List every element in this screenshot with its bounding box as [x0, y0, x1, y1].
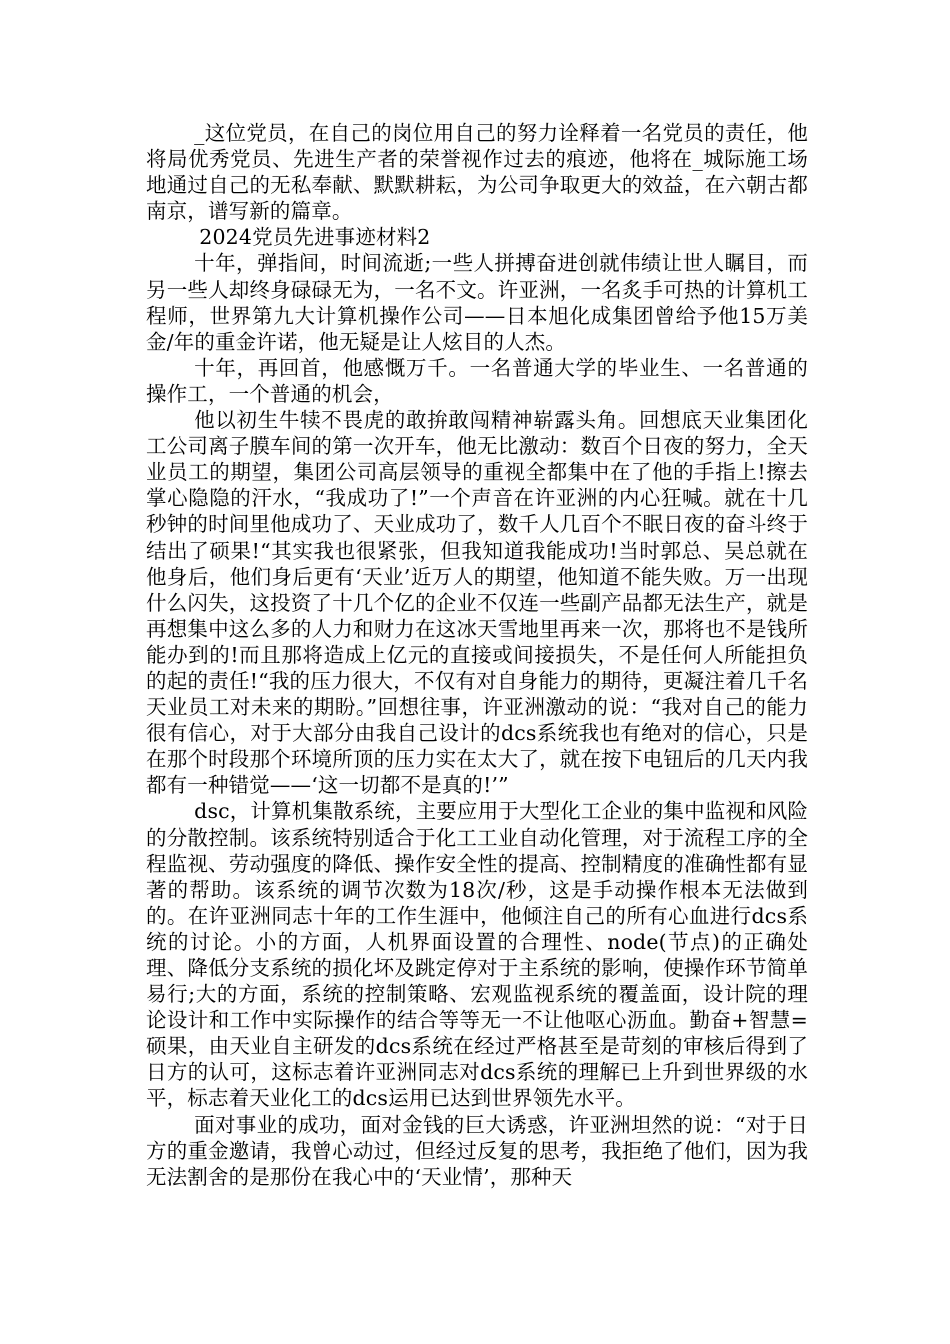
paragraph-ten-years: 十年，弹指间，时间流逝;一些人拼搏奋进创就伟绩让世人瞩目，而另一些人却终身碌碌无为，一名不文。许亚洲，一名炙手可热的计算机工程师，世界第九大计算机操作公司——日本旭化成集团曾给予他15万美金/年的重金许诺，他无疑是让人炫目的人杰。	[146, 251, 808, 354]
paragraph-dcs-system: dsc，计算机集散系统，主要应用于大型化工企业的集中监视和风险的分散控制。该系统特别适合于化工工业自动化管理，对于流程工序的全程监视、劳动强度的降低、操作安全性的提高、控制精度的准确性都有显著的帮助。该系统的调节次数为18次/秒，这是手动操作根本无法做到的。在许亚洲同志十年的工作生涯中，他倾注自己的所有心血进行dcs系统的讨论。小的方面，人机界面设置的合理性、node(节点)的正确处理、降低分支系统的损化坏及跳定停对于主系统的影响，使操作环节简单易行;大的方面，系统的控制策略、宏观监视系统的覆盖面，设计院的理论设计和工作中实际操作的结合等等无一不让他呕心沥血。勤奋+智慧=硕果，由天业自主研发的dcs系统在经过严格甚至是苛刻的审核后得到了日方的认可，这标志着许亚洲同志对dcs系统的理解已上升到世界级的水平，标志着天业化工的dcs运用已达到世界领先水平。	[146, 799, 808, 1111]
paragraph-party-member-duty: _这位党员，在自己的岗位用自己的努力诠释着一名党员的责任，他将局优秀党员、先进生产者的荣誉视作过去的痕迹，他将在_城际施工场地通过自己的无私奉献、默默耕耘，为公司争取更大的效益，在六朝古都南京，谱写新的篇章。	[146, 121, 808, 224]
section-heading: 2024党员先进事迹材料2	[199, 225, 431, 250]
paragraph-look-back: 十年，再回首，他感慨万千。一名普通大学的毕业生、一名普通的操作工，一个普通的机会，	[146, 355, 808, 406]
document-page	[146, 120, 808, 1190]
paragraph-facing-success: 面对事业的成功，面对金钱的巨大诱惑，许亚洲坦然的说：“对于日方的重金邀请，我曾心动过，但经过反复的思考，我拒绝了他们，因为我无法割舍的是那份在我心中的‘天业情’，那种天	[146, 1112, 808, 1189]
paragraph-first-startup: 他以初生牛犊不畏虎的敢拚敢闯精神崭露头角。回想底天业集团化工公司离子膜车间的第一次开车，他无比激动：数百个日夜的努力，全天业员工的期望，集团公司高层领导的重视全都集中在了他的手指上!擦去掌心隐隐的汗水，“我成功了!”一个声音在许亚洲的内心狂喊。就在十几秒钟的时间里他成功了、天业成功了，数千人几百个不眠日夜的奋斗终于结出了硕果!“其实我也很紧张，但我知道我能成功!当时郭总、吴总就在他身后，他们身后更有‘天业’近万人的期望，他知道不能失败。万一出现什么闪失，这投资了十几个亿的企业不仅连一些副产品都无法生产，就是再想集中这么多的人力和财力在这冰天雪地里再来一次，那将也不是钱所能办到的!而且那将造成上亿元的直接或间接损失，不是任何人所能担负的起的责任!“我的压力很大，不仅有对自身能力的期待，更凝注着几千名天业员工对未来的期盼。”回想往事，许亚洲激动的说：“我对自己的能力很有信心，对于大部分由我自己设计的dcs系统我也有绝对的信心，只是在那个时段那个环境所顶的压力实在太大了，就在按下电钮后的几天内我都有一种错觉——‘这一切都不是真的!’”	[146, 408, 808, 798]
